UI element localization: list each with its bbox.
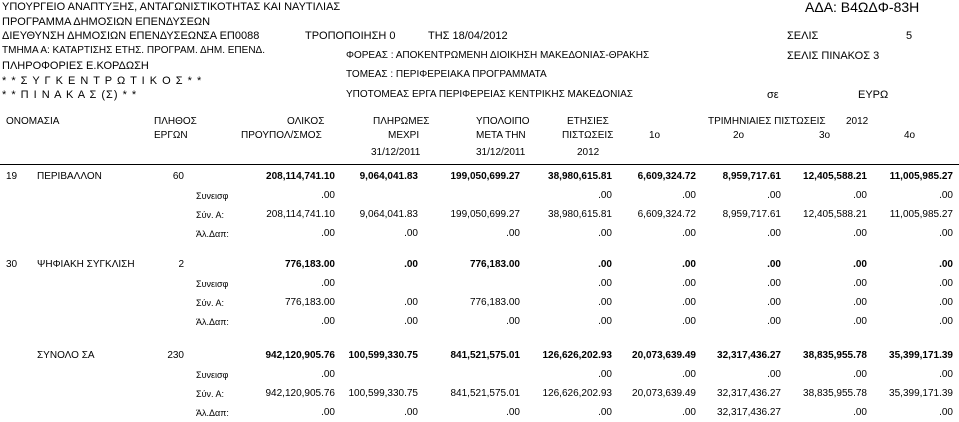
col-q4: 4ο bbox=[904, 130, 916, 141]
value-q4: .00 bbox=[939, 190, 953, 201]
value-ypoloipo: 841,521,575.01 bbox=[450, 350, 520, 361]
value-q2: .00 bbox=[767, 228, 781, 239]
col-etisies-sub: ΠΙΣΤΩΣΕΙΣ bbox=[562, 130, 614, 141]
value-q2: 8,959,717.61 bbox=[722, 171, 781, 182]
col-pliromes: ΠΛΗΡΩΜΕΣ bbox=[373, 116, 430, 127]
value-etisies: .00 bbox=[598, 407, 612, 418]
row-label: Σύν. Α: bbox=[196, 389, 224, 399]
value-etisies: .00 bbox=[598, 369, 612, 380]
value-etisies: 126,626,202.93 bbox=[542, 350, 612, 361]
header-line-summary: * * Σ Υ Γ Κ Ε Ν Τ Ρ Ω Τ Ι Κ Ο Σ * * bbox=[2, 75, 203, 87]
section-count: 2 bbox=[178, 259, 184, 270]
value-q2: 32,317,436.27 bbox=[717, 350, 781, 361]
value-q3: .00 bbox=[853, 190, 867, 201]
value-q4: 11,005,985.27 bbox=[889, 209, 953, 220]
value-q4: .00 bbox=[939, 228, 953, 239]
col-ypoloipo-sub: ΜΕΤΑ ΤΗΝ bbox=[476, 130, 526, 141]
value-q1: 6,609,324.72 bbox=[637, 171, 696, 182]
value-etisies: .00 bbox=[598, 228, 612, 239]
value-ypoloipo: 841,521,575.01 bbox=[450, 388, 520, 399]
value-olikos: 776,183.00 bbox=[284, 297, 335, 308]
value-q3: .00 bbox=[853, 316, 867, 327]
value-pliromes: 100,599,330.75 bbox=[348, 388, 418, 399]
value-q3: .00 bbox=[853, 297, 867, 308]
value-ypoloipo: 199,050,699.27 bbox=[450, 209, 520, 220]
row-label: Συνεισφ bbox=[196, 191, 229, 201]
value-olikos: .00 bbox=[321, 228, 335, 239]
value-q1: .00 bbox=[682, 316, 696, 327]
value-olikos: .00 bbox=[321, 278, 335, 289]
value-olikos: .00 bbox=[321, 190, 335, 201]
value-q3: 38,835,955.78 bbox=[803, 388, 867, 399]
ada-code: ΑΔΑ: Β4ΩΔΦ-83Η bbox=[805, 0, 920, 15]
section-code: 19 bbox=[6, 171, 18, 182]
currency-prefix: σε bbox=[767, 89, 779, 101]
modification-number: ΤΡΟΠΟΠΟΙΗΣΗ 0 bbox=[305, 30, 396, 42]
value-q4: .00 bbox=[939, 369, 953, 380]
value-olikos: .00 bbox=[321, 316, 335, 327]
row-label: Συνεισφ bbox=[196, 279, 229, 289]
value-q4: .00 bbox=[939, 316, 953, 327]
value-olikos: 942,120,905.76 bbox=[265, 350, 335, 361]
value-etisies: .00 bbox=[598, 259, 612, 270]
value-q3: .00 bbox=[853, 278, 867, 289]
col-pliromes-sub: ΜΕΧΡΙ bbox=[388, 130, 420, 141]
header-line-ministry: ΥΠΟΥΡΓΕΙΟ ΑΝΑΠΤΥΞΗΣ, ΑΝΤΑΓΩΝΙΣΤΙΚΟΤΗΤΑΣ ΚΑΙ ΝΑΥΤΙΛΙΑΣ bbox=[2, 1, 341, 13]
table-page: ΣΕΛΙΣ ΠΙΝΑΚΟΣ 3 bbox=[787, 50, 880, 62]
value-q3: .00 bbox=[853, 369, 867, 380]
value-q4: .00 bbox=[939, 297, 953, 308]
page-number: 5 bbox=[906, 30, 913, 42]
value-ypoloipo: .00 bbox=[506, 407, 520, 418]
col-olikos-sub: ΠΡΟΥΠΟΛ/ΣΜΟΣ bbox=[241, 130, 322, 141]
col-olikos: ΟΛΙΚΟΣ bbox=[287, 116, 325, 127]
foreas: ΦΟΡΕΑΣ : ΑΠΟΚΕΝΤΡΩΜΕΝΗ ΔΙΟΙΚΗΣΗ ΜΑΚΕΔΟΝΙΑΣ-ΘΡΑΚΗΣ bbox=[346, 50, 650, 61]
value-pliromes: 9,064,041.83 bbox=[359, 171, 418, 182]
value-ypoloipo: 776,183.00 bbox=[469, 259, 520, 270]
value-q2: .00 bbox=[767, 278, 781, 289]
section-count: 230 bbox=[167, 350, 184, 361]
value-olikos: .00 bbox=[321, 407, 335, 418]
header-line-department: ΤΜΗΜΑ Α: ΚΑΤΑΡΤΙΣΗΣ ΕΤΗΣ. ΠΡΟΓΡΑΜ. ΔΗΜ. ΕΠΕΝΔ. bbox=[2, 45, 265, 56]
value-q1: .00 bbox=[682, 278, 696, 289]
value-pliromes: 9,064,041.83 bbox=[359, 209, 418, 220]
header-line-table: * * Π Ι Ν Α Κ Α Σ (Σ) * * bbox=[2, 89, 138, 101]
row-label: Σύν. Α: bbox=[196, 210, 224, 220]
value-q3: 12,405,588.21 bbox=[803, 209, 867, 220]
section-code: 30 bbox=[6, 259, 18, 270]
value-pliromes: .00 bbox=[404, 259, 418, 270]
value-q4: 11,005,985.27 bbox=[889, 171, 953, 182]
row-label: Άλ.Δαπ: bbox=[196, 229, 229, 239]
modification-date: ΤΗΣ 18/04/2012 bbox=[428, 30, 508, 42]
value-etisies: .00 bbox=[598, 316, 612, 327]
value-q4: 35,399,171.39 bbox=[889, 350, 953, 361]
row-label: Άλ.Δαπ: bbox=[196, 317, 229, 327]
value-q1: .00 bbox=[682, 259, 696, 270]
value-q4: 35,399,171.39 bbox=[889, 388, 953, 399]
value-q1: .00 bbox=[682, 369, 696, 380]
value-q3: 12,405,588.21 bbox=[803, 171, 867, 182]
col-q2: 2ο bbox=[733, 130, 745, 141]
value-olikos: 208,114,741.10 bbox=[266, 171, 335, 182]
value-olikos: .00 bbox=[321, 369, 335, 380]
col-triminiaies-year: 2012 bbox=[846, 116, 869, 127]
value-pliromes: .00 bbox=[404, 228, 418, 239]
value-olikos: 942,120,905.76 bbox=[265, 388, 335, 399]
value-etisies: .00 bbox=[598, 297, 612, 308]
value-q2: .00 bbox=[767, 369, 781, 380]
value-q2: .00 bbox=[767, 297, 781, 308]
header-divider bbox=[0, 164, 959, 165]
value-ypoloipo: 776,183.00 bbox=[469, 297, 520, 308]
value-olikos: 776,183.00 bbox=[284, 259, 335, 270]
value-q1: .00 bbox=[682, 407, 696, 418]
col-etisies: ΕΤΗΣΙΕΣ bbox=[567, 116, 609, 127]
value-q3: 38,835,955.78 bbox=[803, 350, 867, 361]
value-q2: .00 bbox=[767, 259, 781, 270]
value-q1: .00 bbox=[682, 297, 696, 308]
page-label: ΣΕΛΙΣ bbox=[787, 30, 819, 42]
value-etisies: 38,980,615.81 bbox=[548, 171, 612, 182]
header-line-directorate: ΔΙΕΥΘΥΝΣΗ ΔΗΜΟΣΙΩΝ ΕΠΕΝΔΥΣΕΩΝ bbox=[2, 30, 204, 42]
value-q1: 6,609,324.72 bbox=[637, 209, 696, 220]
header-line-program: ΠΡΟΓΡΑΜΜΑ ΔΗΜΟΣΙΩΝ ΕΠΕΝΔΥΣΕΩΝ bbox=[2, 16, 211, 28]
row-label: Σύν. Α: bbox=[196, 298, 224, 308]
row-label: Συνεισφ bbox=[196, 370, 229, 380]
col-q3: 3ο bbox=[819, 130, 831, 141]
value-q4: .00 bbox=[939, 259, 953, 270]
header-line-info: ΠΛΗΡΟΦΟΡΙΕΣ Ε.ΚΟΡΔΩΣΗ bbox=[2, 60, 149, 72]
col-q1: 1ο bbox=[649, 130, 661, 141]
col-triminiaies: ΤΡΙΜΗΝΙΑΙΕΣ ΠΙΣΤΩΣΕΙΣ bbox=[708, 116, 826, 127]
col-etisies-year: 2012 bbox=[577, 147, 600, 158]
col-onomasia: ΟΝΟΜΑΣΙΑ bbox=[6, 116, 60, 127]
value-etisies: .00 bbox=[598, 190, 612, 201]
currency-label: ΕΥΡΩ bbox=[858, 89, 889, 101]
section-name: ΣΥΝΟΛΟ ΣΑ bbox=[37, 350, 95, 361]
value-q4: .00 bbox=[939, 278, 953, 289]
sa-code: ΣΑ ΕΠ0088 bbox=[203, 30, 260, 42]
section-count: 60 bbox=[172, 171, 184, 182]
value-ypoloipo: .00 bbox=[506, 228, 520, 239]
value-q3: .00 bbox=[853, 259, 867, 270]
value-etisies: .00 bbox=[598, 278, 612, 289]
col-plithos-sub: ΕΡΓΩΝ bbox=[154, 130, 188, 141]
value-q1: 20,073,639.49 bbox=[632, 388, 696, 399]
value-pliromes: .00 bbox=[404, 316, 418, 327]
col-ypoloipo: ΥΠΟΛΟΙΠΟ bbox=[476, 116, 530, 127]
value-q2: .00 bbox=[767, 316, 781, 327]
value-pliromes: .00 bbox=[404, 297, 418, 308]
value-pliromes: 100,599,330.75 bbox=[348, 350, 418, 361]
value-etisies: 126,626,202.93 bbox=[542, 388, 612, 399]
row-label: Άλ.Δαπ: bbox=[196, 408, 229, 418]
value-q3: .00 bbox=[853, 407, 867, 418]
value-q3: .00 bbox=[853, 228, 867, 239]
value-pliromes: .00 bbox=[404, 407, 418, 418]
tomeas: ΤΟΜΕΑΣ : ΠΕΡΙΦΕΡΕΙΑΚΑ ΠΡΟΓΡΑΜΜΑΤΑ bbox=[346, 69, 547, 80]
section-name: ΨΗΦΙΑΚΗ ΣΥΓΚΛΙΣΗ bbox=[37, 259, 135, 270]
col-plithos: ΠΛΗΘΟΣ bbox=[154, 116, 197, 127]
value-q2: 32,317,436.27 bbox=[717, 388, 781, 399]
value-q4: .00 bbox=[939, 407, 953, 418]
value-ypoloipo: 199,050,699.27 bbox=[450, 171, 520, 182]
value-q2: 8,959,717.61 bbox=[722, 209, 781, 220]
section-name: ΠΕΡΙΒΑΛΛΟΝ bbox=[37, 171, 102, 182]
col-pliromes-date: 31/12/2011 bbox=[371, 147, 421, 158]
value-ypoloipo: .00 bbox=[506, 316, 520, 327]
value-etisies: 38,980,615.81 bbox=[548, 209, 612, 220]
value-q1: 20,073,639.49 bbox=[632, 350, 696, 361]
value-q2: 32,317,436.27 bbox=[717, 407, 781, 418]
value-q1: .00 bbox=[682, 228, 696, 239]
value-q1: .00 bbox=[682, 190, 696, 201]
col-ypoloipo-date: 31/12/2011 bbox=[476, 147, 526, 158]
value-olikos: 208,114,741.10 bbox=[266, 209, 335, 220]
value-q2: .00 bbox=[767, 190, 781, 201]
ypotomeas: ΥΠΟΤΟΜΕΑΣ ΕΡΓΑ ΠΕΡΙΦΕΡΕΙΑΣ ΚΕΝΤΡΙΚΗΣ ΜΑΚΕΔΟΝΙΑΣ bbox=[346, 89, 633, 100]
